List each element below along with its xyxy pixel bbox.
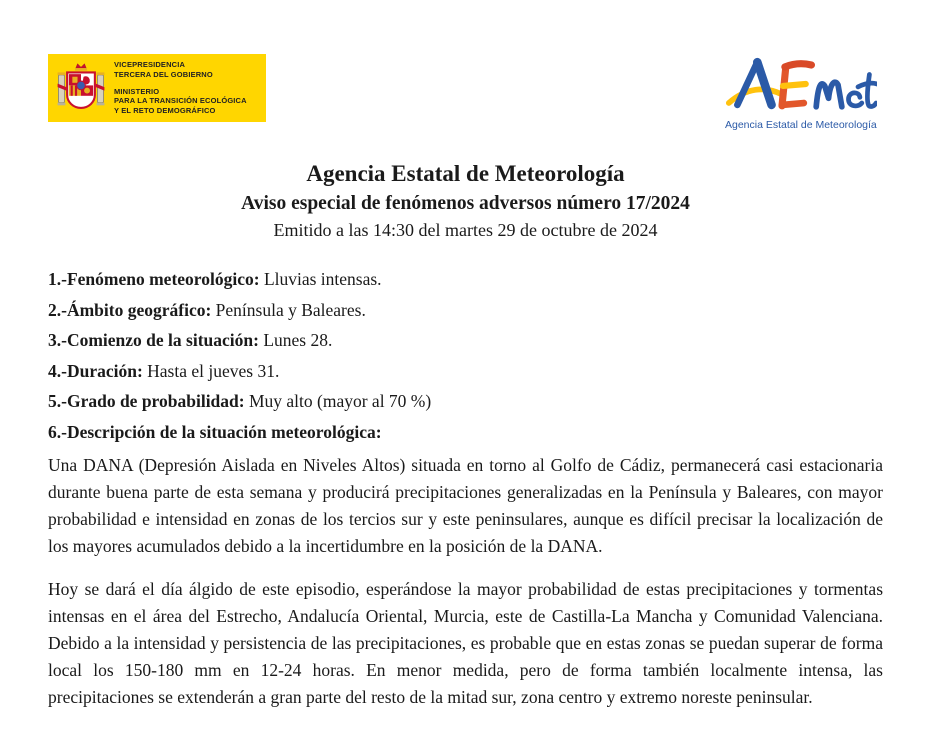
gov-ministry-line1: MINISTERIO (114, 86, 160, 96)
item-duracion (48, 356, 883, 387)
item-value: Hasta el jueves 31. (147, 360, 280, 381)
document-header (48, 0, 883, 131)
item-label: 1.-Fenómeno meteorológico: (48, 269, 260, 289)
item-label: 3.-Comienzo de la situación: (48, 330, 259, 350)
title-block (48, 161, 883, 241)
item-ambito (48, 295, 883, 326)
description-paragraph-2: Hoy se dará el día álgido de este episodio, esperándose la mayor probabilidad de estas precipitaciones y tormentas intensas en el área del Estrecho, Andalucía Oriental, Murcia, este de Castilla-La Mancha y Comunidad Valenciana. Debido a la intensidad y persistencia de las precipitaciones, es probable que en estas zonas se puedan superar de forma local los 150-180 mm en 12-24 horas. En menor medida, pero de forma también localmente intensa, las precipitaciones se extenderán a gran parte del resto de la mitad sur, zona centro y extremo noreste peninsular. (48, 579, 883, 707)
aemet-caption: Agencia Estatal de Meteorología (725, 119, 877, 131)
aemet-logo (725, 55, 883, 131)
item-label: 4.-Duración: (48, 360, 143, 381)
item-value: Península y Baleares. (215, 299, 366, 320)
gov-dept-line1: VICEPRESIDENCIA (114, 60, 186, 70)
gov-ministry-line3: Y EL RETO DEMOGRÁFICO (114, 106, 216, 116)
gov-dept-line2: TERCERA DEL GOBIERNO (114, 69, 213, 79)
item-value: Lluvias intensas. (263, 269, 382, 289)
item-fenomeno (48, 264, 883, 295)
aemet-wordmark-icon (725, 55, 877, 113)
government-ministry-text (114, 60, 247, 116)
government-ministry-logo (48, 54, 266, 122)
gov-ministry-line2: PARA LA TRANSICIÓN ECOLÓGICA (114, 96, 247, 106)
spain-coat-of-arms-icon (55, 61, 107, 115)
situation-description (48, 452, 883, 711)
item-probabilidad (48, 386, 883, 417)
advisory-items-list (48, 264, 883, 447)
item-descripcion (48, 417, 883, 448)
item-label: 2.-Ámbito geográfico: (48, 299, 212, 320)
item-value: Muy alto (mayor al 70 %) (248, 391, 432, 411)
document-subtitle: Aviso especial de fenómenos adversos número 17/2024 (241, 193, 690, 214)
document-title: Agencia Estatal de Meteorología (306, 161, 625, 186)
description-paragraph-1: Una DANA (Depresión Aislada en Niveles Altos) situada en torno al Golfo de Cádiz, permanecerá casi estacionaria durante buena parte de esta semana y producirá precipitaciones generalizadas en la Península y Baleares, con mayor probabilidad e intensidad en zonas de los tercios sur y este peninsulares, aunque es difícil precisar la localización de los mayores acumulados debido a la incertidumbre en la posición de la DANA. (48, 455, 883, 556)
item-comienzo (48, 325, 883, 356)
item-label: 6.-Descripción de la situación meteorológica: (48, 421, 382, 442)
item-label: 5.-Grado de probabilidad: (48, 391, 245, 411)
document-issued-line: Emitido a las 14:30 del martes 29 de octubre de 2024 (273, 220, 658, 240)
item-value: Lunes 28. (263, 330, 333, 350)
